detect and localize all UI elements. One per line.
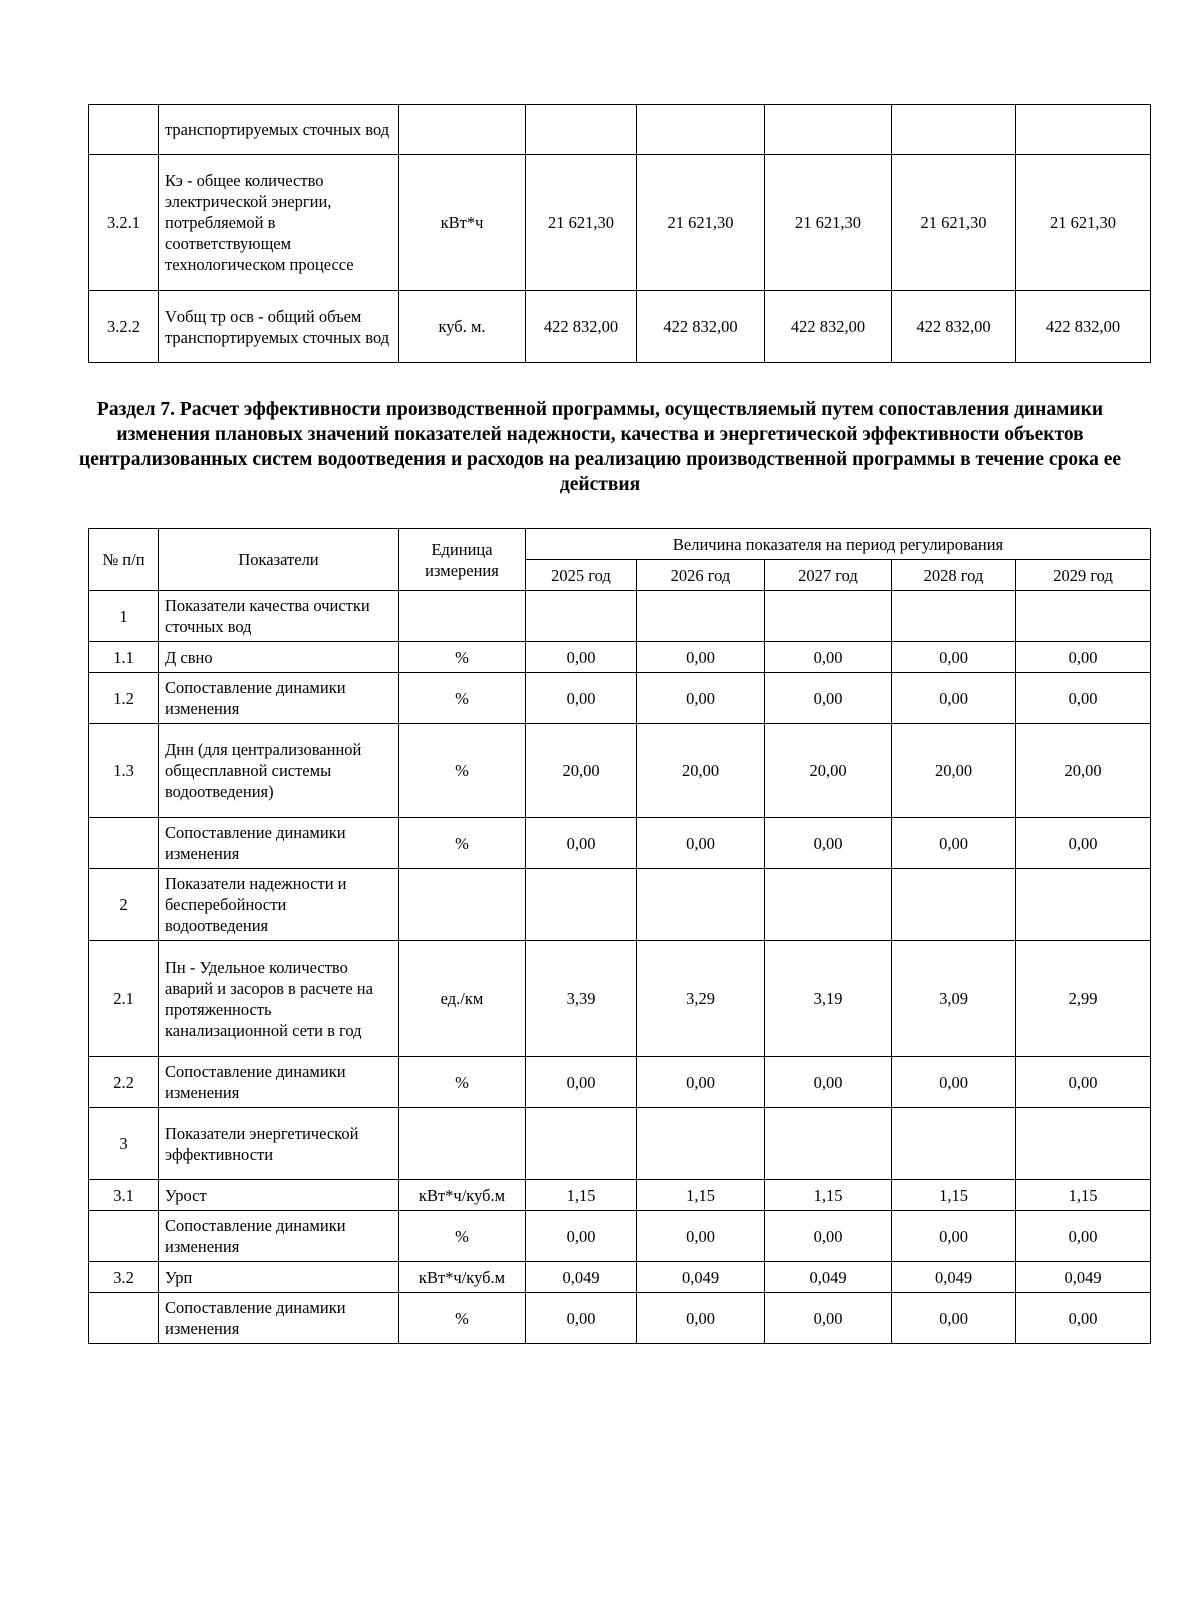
- value-2029: [1016, 869, 1151, 941]
- value-2029: 0,00: [1016, 642, 1151, 673]
- indicator-name: Сопоставление динамики изменения: [159, 1057, 399, 1108]
- row-number: [89, 1293, 159, 1344]
- value-2025: 0,00: [526, 1293, 637, 1344]
- value-2026: 422 832,00: [637, 291, 765, 363]
- row-number: 2.1: [89, 941, 159, 1057]
- value-2029: 422 832,00: [1016, 291, 1151, 363]
- table-row: [89, 642, 1151, 673]
- value-2026: 0,00: [637, 1057, 765, 1108]
- value-2029: 21 621,30: [1016, 155, 1151, 291]
- indicator-name: Урп: [159, 1262, 399, 1293]
- value-2025: 422 832,00: [526, 291, 637, 363]
- value-2026: 0,00: [637, 818, 765, 869]
- value-2026: 0,00: [637, 1211, 765, 1262]
- value-2027: 3,19: [765, 941, 892, 1057]
- header-year-2028: 2028 год: [892, 560, 1016, 591]
- row-number: 1.3: [89, 724, 159, 818]
- header-number: № п/п: [89, 529, 159, 591]
- value-2025: [526, 869, 637, 941]
- indicator-name: Сопоставление динамики изменения: [159, 673, 399, 724]
- value-2027: [765, 591, 892, 642]
- indicator-name: Сопоставление динамики изменения: [159, 1293, 399, 1344]
- value-2025: 20,00: [526, 724, 637, 818]
- value-2025: 0,049: [526, 1262, 637, 1293]
- table-row: [89, 869, 1151, 941]
- row-number: 2.2: [89, 1057, 159, 1108]
- row-number: 2: [89, 869, 159, 941]
- value-2029: 1,15: [1016, 1180, 1151, 1211]
- value-2028: 0,00: [892, 642, 1016, 673]
- row-number: 3.2.2: [89, 291, 159, 363]
- value-2025: 0,00: [526, 673, 637, 724]
- indicator-name: Пн - Удельное количество аварий и засоров в расчете на протяженность канализационной сети в год: [159, 941, 399, 1057]
- header-indicators: Показатели: [159, 529, 399, 591]
- value-2026: 0,00: [637, 642, 765, 673]
- indicator-name: Vобщ тр осв - общий объем транспортируемых сточных вод: [159, 291, 399, 363]
- value-2028: 422 832,00: [892, 291, 1016, 363]
- value-2027: 20,00: [765, 724, 892, 818]
- table-row: [89, 673, 1151, 724]
- table-row: [89, 291, 1151, 363]
- section-title: Раздел 7. Расчет эффективности производственной программы, осуществляемый путем сопоставления динамики изменения плановых значений показателей надежности, качества и энергетической эффективности объектов централизованных систем водоотведения и расходов на реализацию производственной программы в течение срока ее действия: [78, 399, 1122, 495]
- unit: %: [399, 642, 526, 673]
- value-2028: 20,00: [892, 724, 1016, 818]
- value-2029: 0,049: [1016, 1262, 1151, 1293]
- unit: %: [399, 724, 526, 818]
- value-2028: [892, 591, 1016, 642]
- table-row: [89, 1211, 1151, 1262]
- unit: %: [399, 818, 526, 869]
- unit: %: [399, 673, 526, 724]
- value-2027: 0,00: [765, 673, 892, 724]
- header-unit: Единица измерения: [399, 529, 526, 591]
- table-row: [89, 1180, 1151, 1211]
- value-2028: 0,00: [892, 1211, 1016, 1262]
- value-2028: 3,09: [892, 941, 1016, 1057]
- value-2027: 0,049: [765, 1262, 892, 1293]
- unit: кВт*ч: [399, 155, 526, 291]
- table-row: [89, 818, 1151, 869]
- value-2028: 21 621,30: [892, 155, 1016, 291]
- header-row: [89, 529, 1151, 560]
- table-row: [89, 105, 1151, 155]
- indicator-name: Показатели надежности и бесперебойности водоотведения: [159, 869, 399, 941]
- value-2028: 1,15: [892, 1180, 1016, 1211]
- unit: [399, 105, 526, 155]
- unit: куб. м.: [399, 291, 526, 363]
- indicator-name: Днн (для централизованной общесплавной системы водоотведения): [159, 724, 399, 818]
- value-2026: 21 621,30: [637, 155, 765, 291]
- row-number: 1.1: [89, 642, 159, 673]
- value-2025: 1,15: [526, 1180, 637, 1211]
- value-2026: [637, 105, 765, 155]
- header-year-2029: 2029 год: [1016, 560, 1151, 591]
- value-2027: [765, 1108, 892, 1180]
- table-row: [89, 1057, 1151, 1108]
- value-2029: 0,00: [1016, 1211, 1151, 1262]
- value-2025: 0,00: [526, 642, 637, 673]
- value-2025: 21 621,30: [526, 155, 637, 291]
- value-2025: 3,39: [526, 941, 637, 1057]
- row-number: 3.2.1: [89, 155, 159, 291]
- indicator-name: Д свно: [159, 642, 399, 673]
- table-top: [88, 104, 1151, 363]
- indicator-name: Кэ - общее количество электрической энергии, потребляемой в соответствующем технологическом процессе: [159, 155, 399, 291]
- row-number: 1: [89, 591, 159, 642]
- row-number: 3.1: [89, 1180, 159, 1211]
- value-2029: 2,99: [1016, 941, 1151, 1057]
- table-row: [89, 724, 1151, 818]
- value-2027: 0,00: [765, 1293, 892, 1344]
- value-2026: 3,29: [637, 941, 765, 1057]
- value-2028: 0,00: [892, 1057, 1016, 1108]
- table-row: [89, 1108, 1151, 1180]
- unit: %: [399, 1211, 526, 1262]
- value-2026: 20,00: [637, 724, 765, 818]
- value-2028: 0,00: [892, 818, 1016, 869]
- value-2027: [765, 105, 892, 155]
- unit: ед./км: [399, 941, 526, 1057]
- indicator-name: Сопоставление динамики изменения: [159, 818, 399, 869]
- value-2029: 0,00: [1016, 673, 1151, 724]
- value-2029: [1016, 591, 1151, 642]
- value-2025: 0,00: [526, 818, 637, 869]
- row-number: 1.2: [89, 673, 159, 724]
- unit: [399, 1108, 526, 1180]
- row-number: 3: [89, 1108, 159, 1180]
- value-2027: 0,00: [765, 818, 892, 869]
- value-2028: [892, 869, 1016, 941]
- indicator-name: транспортируемых сточных вод: [159, 105, 399, 155]
- table-row: [89, 155, 1151, 291]
- value-2025: [526, 1108, 637, 1180]
- value-2029: 0,00: [1016, 818, 1151, 869]
- value-2029: 20,00: [1016, 724, 1151, 818]
- value-2025: [526, 591, 637, 642]
- indicator-name: Сопоставление динамики изменения: [159, 1211, 399, 1262]
- table-row: [89, 941, 1151, 1057]
- table-row: [89, 1262, 1151, 1293]
- unit: [399, 591, 526, 642]
- value-2028: 0,00: [892, 673, 1016, 724]
- unit: %: [399, 1293, 526, 1344]
- value-2027: 422 832,00: [765, 291, 892, 363]
- value-2025: 0,00: [526, 1057, 637, 1108]
- table-main: [88, 528, 1151, 1344]
- value-2026: [637, 591, 765, 642]
- value-2027: 0,00: [765, 642, 892, 673]
- value-2026: 0,049: [637, 1262, 765, 1293]
- value-2029: 0,00: [1016, 1057, 1151, 1108]
- header-year-2025: 2025 год: [526, 560, 637, 591]
- value-2026: 1,15: [637, 1180, 765, 1211]
- row-number: [89, 1211, 159, 1262]
- row-number: [89, 818, 159, 869]
- value-2026: 0,00: [637, 1293, 765, 1344]
- value-2027: 1,15: [765, 1180, 892, 1211]
- value-2029: 0,00: [1016, 1293, 1151, 1344]
- value-2028: 0,00: [892, 1293, 1016, 1344]
- value-2027: [765, 869, 892, 941]
- value-2026: [637, 869, 765, 941]
- value-2025: [526, 105, 637, 155]
- table-row: [89, 1293, 1151, 1344]
- value-2026: 0,00: [637, 673, 765, 724]
- indicator-name: Показатели энергетической эффективности: [159, 1108, 399, 1180]
- value-2027: 21 621,30: [765, 155, 892, 291]
- row-number: [89, 105, 159, 155]
- header-period: Величина показателя на период регулирования: [526, 529, 1151, 560]
- header-year-2026: 2026 год: [637, 560, 765, 591]
- unit: %: [399, 1057, 526, 1108]
- value-2028: [892, 1108, 1016, 1180]
- unit: [399, 869, 526, 941]
- unit: кВт*ч/куб.м: [399, 1262, 526, 1293]
- value-2028: [892, 105, 1016, 155]
- row-number: 3.2: [89, 1262, 159, 1293]
- indicator-name: Урост: [159, 1180, 399, 1211]
- value-2027: 0,00: [765, 1057, 892, 1108]
- indicator-name: Показатели качества очистки сточных вод: [159, 591, 399, 642]
- value-2028: 0,049: [892, 1262, 1016, 1293]
- value-2025: 0,00: [526, 1211, 637, 1262]
- value-2026: [637, 1108, 765, 1180]
- table-row: [89, 591, 1151, 642]
- header-year-2027: 2027 год: [765, 560, 892, 591]
- value-2029: [1016, 105, 1151, 155]
- unit: кВт*ч/куб.м: [399, 1180, 526, 1211]
- value-2027: 0,00: [765, 1211, 892, 1262]
- value-2029: [1016, 1108, 1151, 1180]
